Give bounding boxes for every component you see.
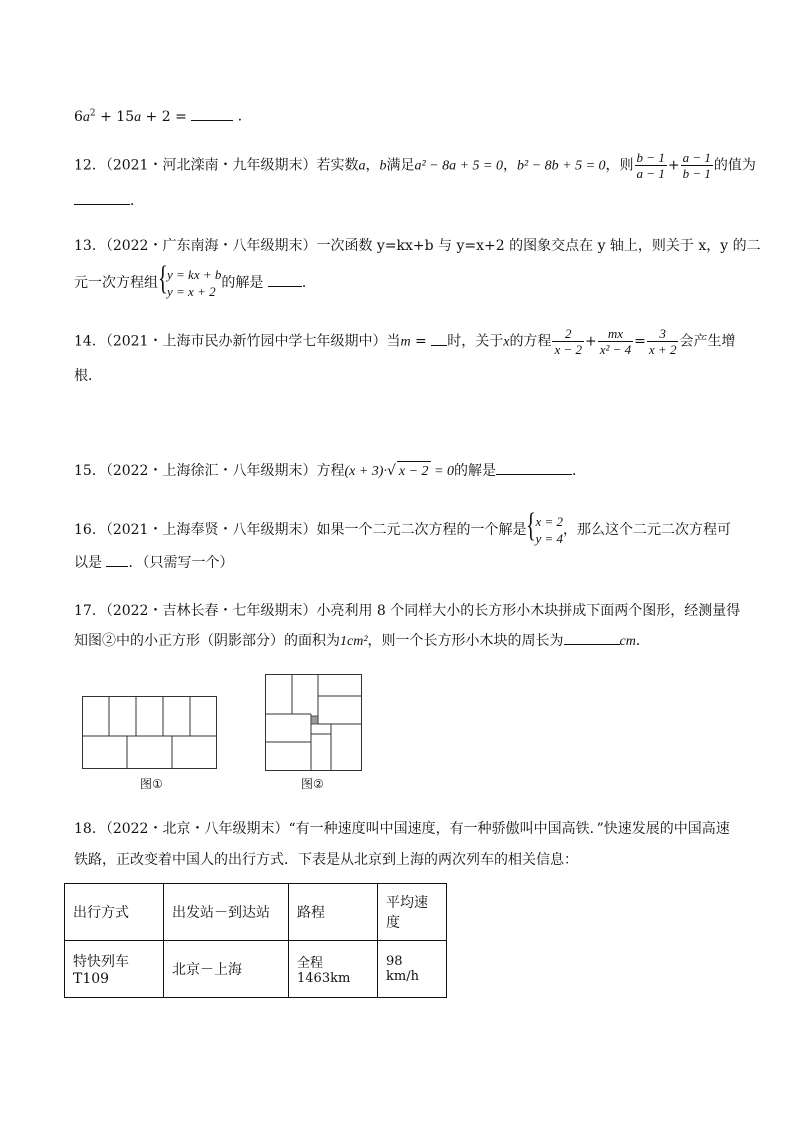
equals-sign: = <box>634 333 646 350</box>
fraction-2 <box>681 150 713 181</box>
var-m: m <box>400 334 411 350</box>
q17-line2 <box>74 630 650 652</box>
solution-system <box>526 507 563 547</box>
q13-line1: 13．（2022・广东南海・八年级期末）一次函数 y=kx+b 与 y=x+2 的图象交点在 y 轴上，则关于 x，y 的二 <box>74 238 761 254</box>
fraction-3 <box>647 326 679 357</box>
answer-blank[interactable] <box>106 552 128 567</box>
answer-blank[interactable] <box>268 272 302 287</box>
brace-icon: { <box>526 507 537 544</box>
var-b: b <box>379 158 387 174</box>
var-x: x <box>503 334 510 350</box>
q14-text: 14．（2021・上海市民办新竹园中学七年级期中）当 <box>74 333 401 350</box>
q16-text-2-suffix: ．（只需写一个） <box>128 555 234 571</box>
q17-text-mid: ，则一个长方形小木块的周长为 <box>367 633 564 649</box>
figure-2 <box>265 674 363 772</box>
answer-blank[interactable] <box>74 190 130 205</box>
fraction-2-numerator: mx <box>598 326 633 342</box>
table-header-cell: 路程 <box>289 884 378 941</box>
sqrt-icon: √ <box>386 463 396 479</box>
answer-blank[interactable] <box>191 106 233 121</box>
system-row-2: y = 4 <box>535 531 563 546</box>
q12-text-suffix: 的值为 <box>713 157 756 174</box>
fraction-1 <box>635 150 667 181</box>
area-value: 1cm² <box>340 634 368 649</box>
q16-text-2: 以是 <box>74 555 102 571</box>
sqrt-content: x − 2 <box>397 461 431 482</box>
fraction-1-numerator: b − 1 <box>636 150 665 165</box>
fraction-2-numerator: a − 1 <box>682 150 711 165</box>
period: ． <box>572 463 586 479</box>
q14-text-suffix: 会产生增 <box>679 333 736 350</box>
q14-line2: 根． <box>74 368 102 384</box>
q17-line1: 17．（2022・吉林长春・七年级期末）小亮利用 8 个同样大小的长方形小木块拼成下面两个图形，经测量得 <box>74 603 741 619</box>
table-header-row <box>65 884 447 941</box>
q18-line1: 18．（2022・北京・八年级期末）“有一种速度叫中国速度，有一种骄傲叫中国高铁．”快速发展的中国高速 <box>74 821 730 837</box>
expression-part-2: = 0 <box>430 464 454 479</box>
q12-text-mid: 满足 <box>386 157 415 174</box>
q14-text-after: 时，关于 <box>447 333 504 350</box>
table-header-cell: 平均速度 <box>378 884 447 941</box>
shaded-square <box>311 716 318 724</box>
q11-line <box>74 103 252 128</box>
fraction-1-denominator: a − 1 <box>636 166 665 181</box>
system-row-2: y = x + 2 <box>167 284 216 299</box>
q14-line1 <box>74 326 735 357</box>
q16-text-suffix: ，那么这个二元二次方程可 <box>563 522 731 538</box>
brace-icon: { <box>158 260 168 297</box>
table-row <box>65 941 447 998</box>
fraction-2 <box>598 326 633 357</box>
q13-text-suffix: 的解是 <box>221 275 264 291</box>
table-cell: 北京－上海 <box>164 941 289 998</box>
period: ． <box>301 275 316 291</box>
fraction-2-denominator: x² − 4 <box>599 342 632 357</box>
var-a: a <box>358 158 366 174</box>
table-cell: 98 km/h <box>378 941 447 998</box>
period: ． <box>635 633 650 649</box>
equals: = <box>410 333 432 350</box>
train-info-table <box>64 883 447 998</box>
fraction-1-numerator: 2 <box>552 326 584 342</box>
q13-line2 <box>74 260 316 300</box>
q16-line2 <box>74 552 233 573</box>
q12-text-then: ，则 <box>605 157 634 174</box>
fraction-1-denominator: x − 2 <box>554 342 582 357</box>
q15-line <box>74 460 586 482</box>
equation-1: a² − 8a + 5 = 0 <box>414 158 503 174</box>
equation-system <box>158 260 222 300</box>
q14-text-mid: 的方程 <box>509 333 552 350</box>
q15-text-suffix: 的解是 <box>454 463 496 479</box>
q18-line2: 铁路，正改变着中国人的出行方式．下表是从北京到上海的两次列车的相关信息： <box>74 852 578 868</box>
expression-part-1: (x + 3)· <box>344 464 387 479</box>
comma: ， <box>365 157 380 174</box>
plus-sign: + <box>667 157 680 174</box>
fraction-1 <box>552 326 584 357</box>
unit: cm <box>619 634 636 649</box>
table-header-cell: 出发站－到达站 <box>164 884 289 941</box>
q12-text: 12．（2021・河北滦南・九年级期末）若实数 <box>74 157 359 174</box>
q11-expression: $6a^2 + 15a + 2$ = <box>74 108 187 125</box>
answer-blank[interactable] <box>564 630 620 645</box>
period: ． <box>237 108 252 125</box>
figure-1-caption: 图① <box>140 777 163 791</box>
q13-text: 元一次方程组 <box>74 275 158 291</box>
table-cell: 全程 1463km <box>289 941 378 998</box>
fraction-3-numerator: 3 <box>647 326 679 342</box>
figure-1 <box>82 696 218 770</box>
fraction-2-denominator: b − 1 <box>682 166 711 181</box>
table-header-cell: 出行方式 <box>65 884 164 941</box>
period: ． <box>130 193 144 209</box>
q17-text: 知图②中的小正方形（阴影部分）的面积为 <box>74 633 340 649</box>
q15-text: 15．（2022・上海徐汇・八年级期末）方程 <box>74 463 345 479</box>
equation-2: b² − 8b + 5 = 0 <box>517 158 606 174</box>
q16-line1 <box>74 507 731 547</box>
answer-blank[interactable] <box>431 331 447 346</box>
system-row-1: x = 2 <box>535 514 563 529</box>
system-row-1: y = kx + b <box>167 267 222 282</box>
table-cell: 特快列车 T109 <box>65 941 164 998</box>
fraction-3-denominator: x + 2 <box>648 342 677 357</box>
q12-line1 <box>74 150 756 181</box>
separator: ， <box>503 157 517 174</box>
answer-blank[interactable] <box>496 460 572 475</box>
q12-line2 <box>74 190 144 211</box>
figure-2-caption: 图② <box>301 777 324 791</box>
q16-text: 16．（2021・上海奉贤・八年级期末）如果一个二元二次方程的一个解是 <box>74 522 527 538</box>
plus-sign: + <box>584 333 597 350</box>
